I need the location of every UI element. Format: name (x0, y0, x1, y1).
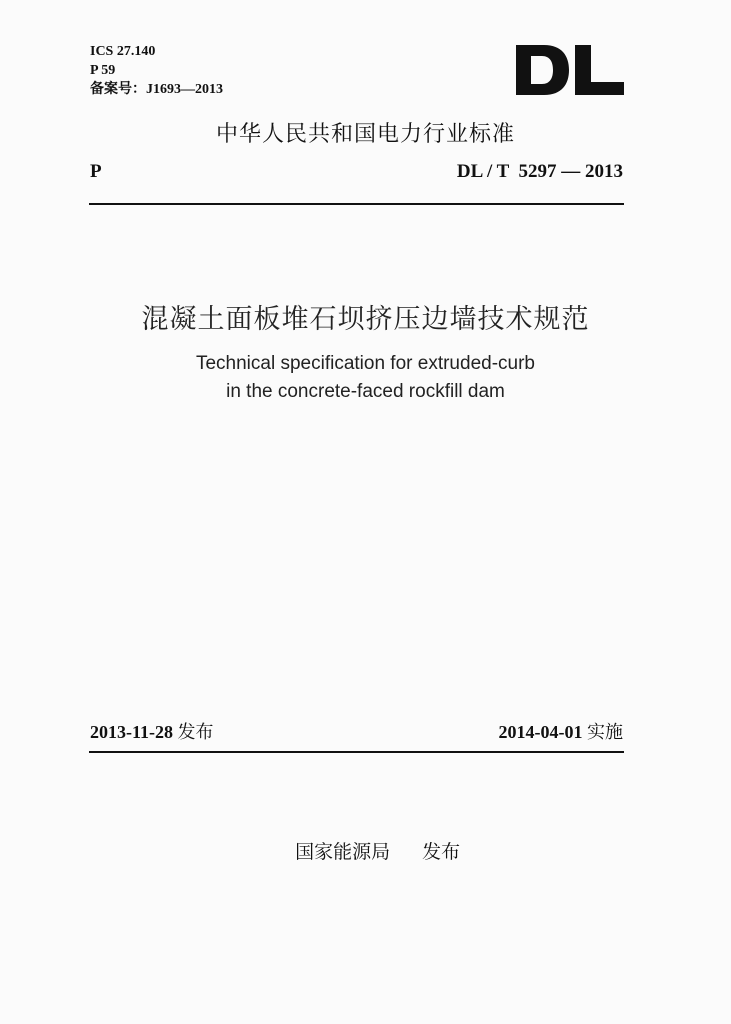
category-letter: P (90, 161, 102, 182)
top-divider (89, 203, 624, 205)
title-english (0, 350, 731, 406)
implementation-label: 实施 (587, 722, 623, 743)
publisher-name: 国家能源局 (295, 841, 391, 863)
title-english-line-2: in the concrete-faced rockfill dam (226, 381, 505, 402)
p-code: P 59 (90, 63, 116, 78)
ics-code: ICS 27.140 (90, 44, 156, 59)
classification-block (90, 42, 223, 99)
title-chinese: 混凝土面板堆石坝挤压边墙技术规范 (141, 304, 590, 335)
title-english-line-1: Technical specification for extruded-curb (195, 353, 535, 374)
bottom-divider (89, 751, 624, 753)
organization-title: 中华人民共和国电力行业标准 (215, 122, 515, 147)
issue-label: 发布 (177, 722, 214, 743)
issue-date-block (90, 718, 214, 744)
issue-date: 2013-11-28 (90, 722, 173, 742)
implementation-date: 2014-04-01 (498, 722, 583, 742)
dl-logo (514, 44, 626, 96)
publisher-line (0, 815, 731, 886)
record-number: 备案号：J1693—2013 (90, 82, 223, 97)
standard-number: DL / T 5297 — 2013 (456, 161, 623, 182)
publisher-action: 发布 (422, 841, 461, 863)
implementation-date-block (499, 718, 624, 744)
